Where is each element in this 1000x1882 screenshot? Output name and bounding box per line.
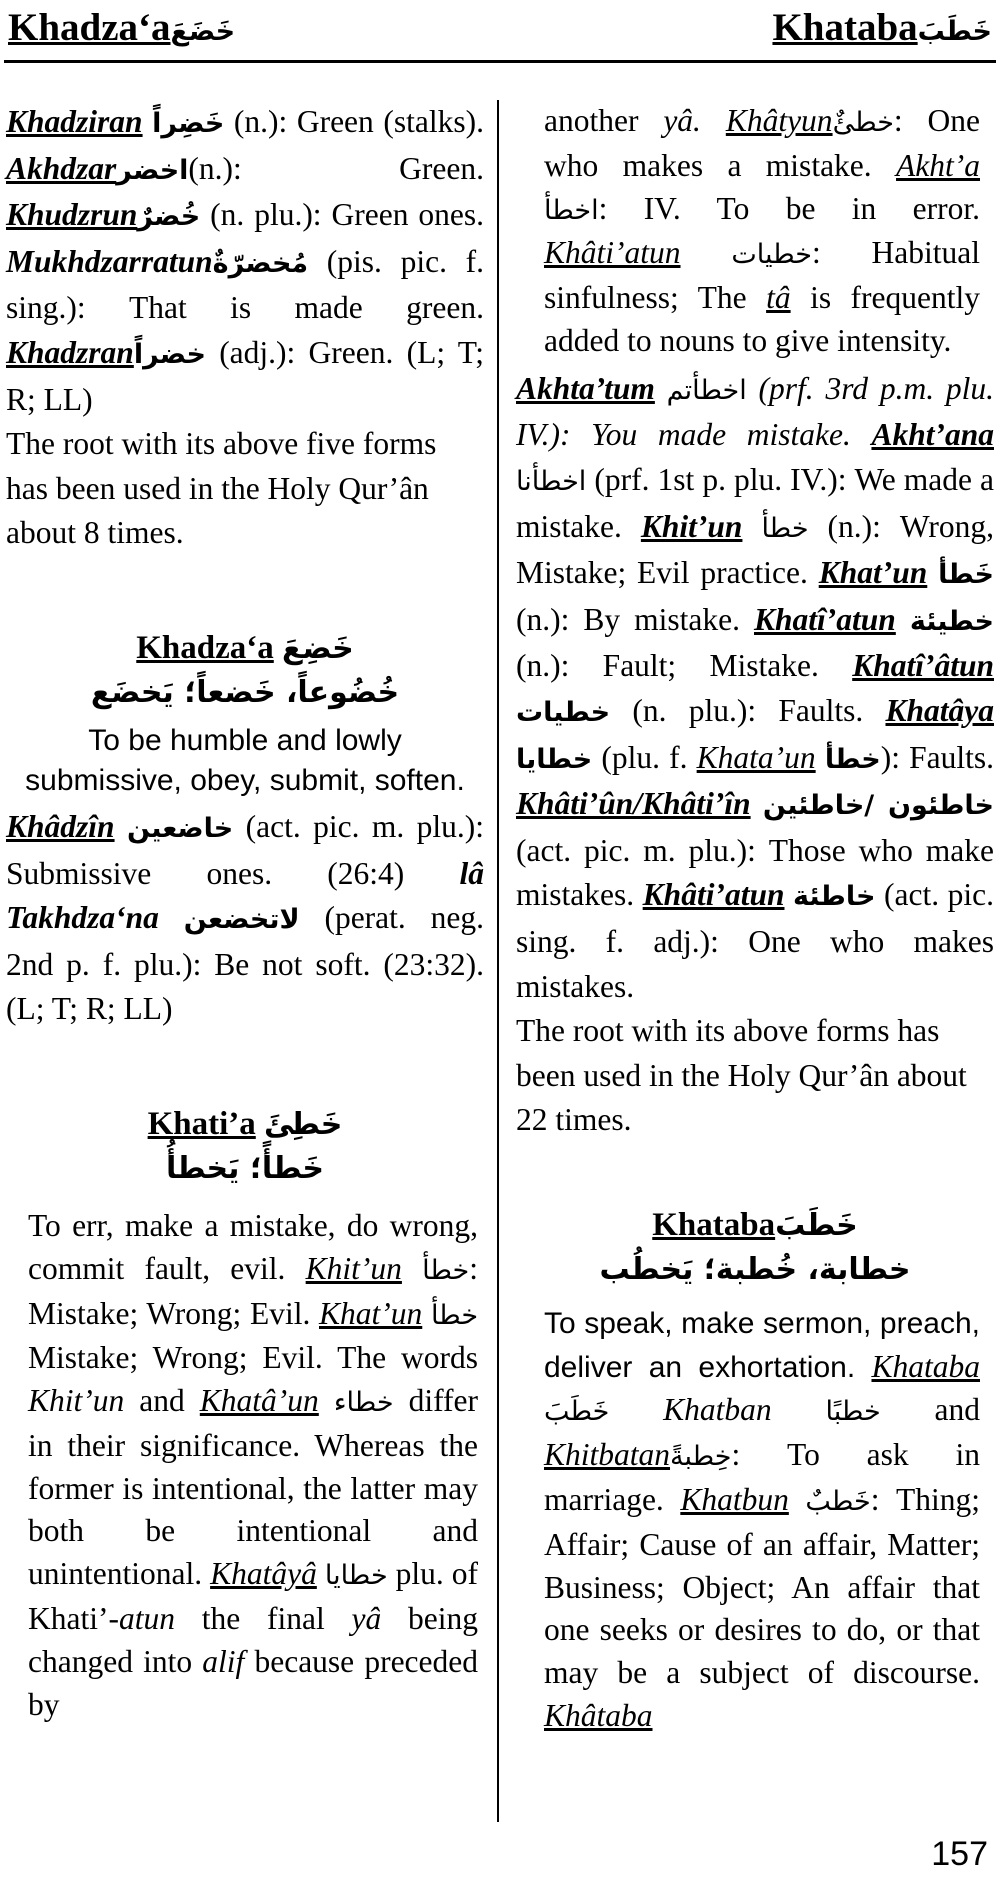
left-column [6, 100, 484, 1726]
gloss: ): Faults. [880, 739, 995, 775]
term: Akht’a [896, 147, 980, 183]
arabic-term: خطيات [731, 239, 812, 271]
gloss: (n. plu.): Green ones. [200, 197, 484, 233]
gloss: is frequently added to nouns to give intensity. [544, 280, 980, 358]
entry-paragraph [516, 367, 994, 1009]
term: Khatâyâ [210, 1556, 317, 1592]
arabic-term: خِطبةً [670, 1441, 732, 1473]
term: Khâtyun [725, 103, 833, 138]
term: Khâti’ûn/Khâti’în [516, 786, 751, 822]
term: Khatbun [680, 1482, 789, 1518]
term: Khit’un [305, 1250, 402, 1286]
root-heading [516, 1203, 994, 1248]
term: Khatî’atun [754, 601, 896, 637]
gloss: and [124, 1383, 200, 1419]
gloss: (n.): Wrong, Mistake; Evil practice. [516, 508, 994, 591]
gloss: : To ask in marriage. [544, 1437, 980, 1518]
gloss: (prf. 1st p. plu. IV.): We made a mistake. [516, 461, 994, 544]
gloss: : One who makes a mistake. [544, 103, 981, 183]
term: Khâti’atun [544, 235, 681, 271]
running-head-left-term: Khadza‘a [8, 6, 171, 49]
root-forms: خَطأً؛ يَخطأُ [166, 1150, 324, 1186]
gloss: Mistake; Wrong; Evil. The words [28, 1340, 478, 1376]
arabic-term: خطاء [333, 1387, 394, 1419]
term: Akhta’tum [516, 370, 655, 406]
entry-paragraph [6, 1205, 484, 1727]
gloss: (prf. 3rd p.m. plu. IV.): You made mistake. [516, 370, 994, 453]
gloss: (n. plu.): Faults. [610, 692, 886, 728]
arabic-term: لاتخضعن [183, 904, 300, 936]
arabic-term: مُخضرّةٌ [212, 247, 309, 279]
arabic-term: خطئٌ [832, 107, 894, 138]
arabic-term: خطأ [422, 1254, 470, 1286]
arabic-term: اخطأتم [666, 374, 747, 406]
arabic-term: خُضرٌ [137, 201, 201, 233]
root-forms: خطابة، خُطبة؛ يَخطُب [599, 1251, 911, 1287]
gloss: differ in their significance. Whereas the former is intentional, the latter may both be intentional and unintentional. [28, 1383, 479, 1592]
root-arabic: خَضِعَ [282, 630, 354, 666]
term: Akhdzar [6, 150, 117, 186]
root-arabic: خَطِئَ [264, 1106, 343, 1142]
term: Khitbatan [544, 1437, 671, 1473]
term: tâ [766, 280, 791, 316]
page-number: 157 [931, 1835, 988, 1873]
term: Khataba [871, 1348, 980, 1384]
term: lâ Takhdza‘na [6, 855, 484, 936]
gloss: : Mistake; Wrong; Evil. [28, 1250, 478, 1331]
term: Khatban [663, 1392, 772, 1428]
gloss: and [880, 1392, 981, 1428]
entry-paragraph [516, 1302, 994, 1738]
gloss: : Thing; Affair; Cause of an affair, Matter; Business; Object; An affair that one seeks or desires to do, or that may be a subject of discourse. [544, 1482, 981, 1691]
entry-paragraph [516, 100, 994, 363]
entry-paragraph [6, 100, 484, 422]
term: Khat’un [818, 555, 928, 591]
term: Akht’ana [871, 417, 994, 453]
arabic-term: خاطئون /خاطئين [762, 790, 995, 822]
usage-note: The root with its above forms has been used in the Holy Qur’ân about 22 times. [516, 1013, 967, 1138]
root-forms: خُضُوعاً، خَضعاً؛ يَخضَع [90, 674, 400, 710]
gloss: the final [174, 1601, 352, 1637]
gloss: another [544, 103, 664, 138]
arabic-term: خطأ [824, 743, 881, 775]
gloss [609, 1392, 663, 1427]
gloss [701, 103, 726, 138]
term: Khadzran [6, 334, 134, 370]
root-term: Khati’a [147, 1105, 256, 1142]
arabic-term: خطايا [324, 1560, 388, 1592]
gloss: (act. pic. m. plu.): Submissive ones. (26:4) [6, 808, 485, 891]
arabic-term: خَطَبَ [544, 1396, 610, 1428]
term: atun [118, 1601, 175, 1637]
arabic-term: خطأ [761, 512, 809, 544]
root-definition: To be humble and lowly submissive, obey, submit, soften. [25, 723, 465, 797]
gloss: (n.): Green. [188, 150, 484, 186]
term: Khâti’atun [642, 877, 785, 913]
usage-note: The root with its above five forms has been used in the Holy Qur’ân about 8 times. [6, 426, 437, 551]
gloss: (pis. pic. f. sing.): That is made green. [6, 243, 484, 326]
gloss: (n.): Green (stalks). [224, 104, 484, 139]
running-head-left [8, 6, 235, 54]
gloss: To err, make a mistake, do wrong, commit fault, evil. [28, 1207, 478, 1286]
term: Mukhdzarratun [6, 243, 213, 279]
column-divider [497, 100, 499, 1822]
arabic-term: خَطبٌ [805, 1486, 871, 1518]
running-head-right-term: Khataba [772, 6, 918, 49]
term: Khata’un [696, 739, 816, 775]
right-column [516, 100, 994, 1738]
running-head-left-arabic: خَضَعَ [170, 16, 236, 47]
arabic-term: خطبًا [825, 1396, 881, 1428]
gloss: plu. of Khati’- [28, 1556, 478, 1637]
root-arabic: خَطَبَ [775, 1207, 858, 1243]
term: Khatâya [885, 692, 994, 728]
term: Khatî’âtun [852, 648, 994, 684]
arabic-term: خطايا [516, 743, 593, 775]
gloss: (adj.): Green. (L; T; R; LL) [6, 334, 484, 417]
term: Khadziran [6, 104, 143, 139]
arabic-term: خضراً [133, 338, 206, 370]
gloss: (n.): By mistake. [516, 601, 754, 637]
arabic-term: خاضعين [126, 812, 234, 844]
arabic-term: اخضر [116, 154, 189, 186]
term: Khâtaba [544, 1698, 653, 1734]
running-head-right [772, 6, 992, 54]
term: Khatâ’un [199, 1383, 319, 1419]
term: alif [202, 1643, 245, 1679]
term: yâ [351, 1601, 382, 1637]
gloss: (plu. f. [592, 739, 697, 775]
root-heading [6, 1102, 484, 1147]
arabic-term: اخطأنا [516, 465, 587, 497]
term: Khit’un [28, 1383, 125, 1419]
gloss: because preceded by [28, 1643, 478, 1722]
arabic-term: خاطئة [793, 881, 876, 913]
arabic-term: خَطأ [938, 559, 994, 591]
gloss: : Habitual sinfulness; The [544, 235, 980, 316]
root-heading [6, 626, 484, 671]
gloss: (act. pic. sing. f. adj.): One who makes mistakes. [516, 877, 994, 1004]
term: Khit’un [640, 508, 743, 544]
arabic-term: خطيئة [909, 605, 995, 637]
gloss: (n.): Fault; Mistake. [516, 648, 853, 684]
arabic-term: اخطأ [544, 194, 599, 226]
arabic-term: خطأ [430, 1299, 479, 1331]
term: yâ. [663, 103, 701, 138]
term: Khâdzîn [6, 808, 115, 844]
arabic-term: خَضِراً [152, 108, 225, 139]
gloss: (act. pic. m. plu.): Those who make mistakes. [516, 832, 994, 913]
root-term: Khataba [652, 1206, 776, 1243]
entry-paragraph [6, 805, 484, 1032]
running-head-right-arabic: خَطَبَ [917, 16, 992, 47]
root-term: Khadza‘a [136, 629, 274, 666]
gloss: (perat. neg. 2nd p. f. plu.): Be not soft. (23:32). (L; T; R; LL) [6, 900, 484, 1027]
gloss: : IV. To be in error. [598, 190, 980, 226]
term: Khudzrun [6, 197, 138, 233]
gloss: being changed into [28, 1601, 479, 1679]
term: Khat’un [319, 1295, 423, 1331]
gloss: To speak, make sermon, preach, deliver an exhortation. [544, 1306, 980, 1384]
arabic-term: خطيات [516, 696, 611, 728]
header-rule [4, 60, 996, 63]
